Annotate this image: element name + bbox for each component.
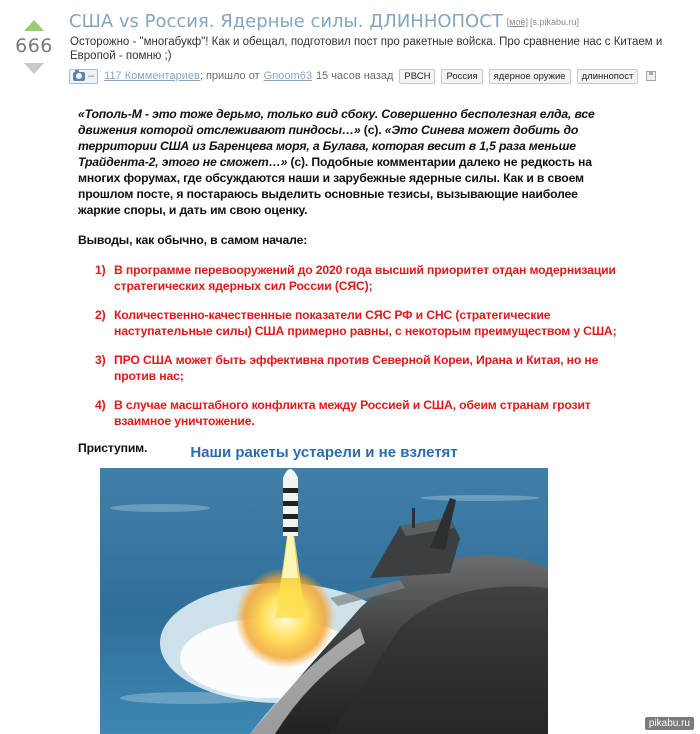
story-meta [69, 68, 656, 84]
point-number: 2) [95, 308, 106, 322]
tag-russia[interactable]: Россия [441, 69, 482, 84]
posted-prefix: ; пришло от [199, 70, 260, 82]
list-item [95, 397, 618, 429]
save-story-icon[interactable] [646, 71, 656, 81]
vote-block [14, 20, 54, 74]
article-body [78, 106, 618, 456]
point-number: 4) [95, 398, 106, 412]
intro-sep: (с). [360, 123, 385, 137]
mine-label[interactable]: [моё] [506, 17, 528, 27]
downvote-arrow-icon[interactable] [24, 63, 44, 74]
point-text: В программе перевооружений до 2020 года высший приоритет отдан модернизации стратегических ядерных сил России (СЯС); [114, 263, 616, 293]
story-title[interactable]: США vs Россия. Ядерные силы. ДЛИННОПОСТ [69, 11, 503, 32]
tag-nuclear-weapons[interactable]: ядерное оружие [489, 69, 571, 84]
list-item [95, 262, 618, 294]
conclusions-heading: Выводы, как обычно, в самом начале: [78, 233, 308, 247]
author-link[interactable]: Gnoom63 [263, 70, 312, 82]
story-header [69, 11, 700, 63]
image-toggle-label: – [88, 70, 95, 82]
tag-longpost[interactable]: длиннопост [577, 69, 639, 84]
point-number: 1) [95, 263, 106, 277]
point-number: 3) [95, 353, 106, 367]
story-domain: [s.pikabu.ru] [530, 17, 580, 27]
quote-sineva: «Это Синева может добить до территории США из Баренцева моря, а Булава, которая весит в 1,5 раза меньше Трайдента-2, этого не сможет…» [78, 123, 579, 169]
upvote-arrow-icon[interactable] [24, 20, 44, 31]
title-row [69, 11, 700, 32]
comments-link[interactable]: 117 Комментариев [104, 70, 200, 82]
article-closing: Приступим. [78, 441, 148, 455]
list-item [95, 352, 618, 384]
rating-count: 666 [15, 35, 53, 57]
image-toggle-button[interactable] [69, 69, 98, 84]
point-text: ПРО США может быть эффективна против Северной Кореи, Ирана и Китая, но не против нас; [114, 353, 599, 383]
conclusions-list [78, 262, 618, 429]
list-item [95, 307, 618, 339]
intro-text: (с). Подобные комментарии далеко не редкость на многих форумах, где обсуждаются наши и зарубежные ядерные силы. Как и в своем прошлом посте, я постараюсь выделить основные тезисы, вызывающие наиболее жаркие споры, и дать им свою оценку. [78, 155, 592, 217]
post-time: 15 часов назад [315, 70, 394, 82]
submarine-launch-image[interactable] [100, 468, 548, 734]
camera-icon [73, 72, 85, 81]
submarine-launch-picture [100, 468, 548, 734]
quote-topol: «Тополь-М - это тоже дерьмо, только вид сбоку. Совершенно бесполезная елда, все движения которой отслеживают пиндосы…» [78, 107, 595, 137]
article-intro [78, 106, 618, 218]
story-description: Осторожно - "многабукф"! Как и обещал, подготовил пост про ракетные войска. Про сравнение нас с Китаем и Европой - помню ;) [70, 36, 663, 62]
illustration-caption: Наши ракеты устарели и не взлетят [190, 444, 458, 461]
tag-rvsn[interactable]: РВСН [399, 69, 435, 84]
point-text: Количественно-качественные показатели СЯС РФ и СНС (стратегические наступательные силы) США примерно равны, с некоторым преимуществом у США; [114, 308, 617, 338]
watermark: pikabu.ru [645, 717, 694, 730]
point-text: В случае масштабного конфликта между Россией и США, обеим странам грозит взаимное уничтожение. [114, 398, 591, 428]
